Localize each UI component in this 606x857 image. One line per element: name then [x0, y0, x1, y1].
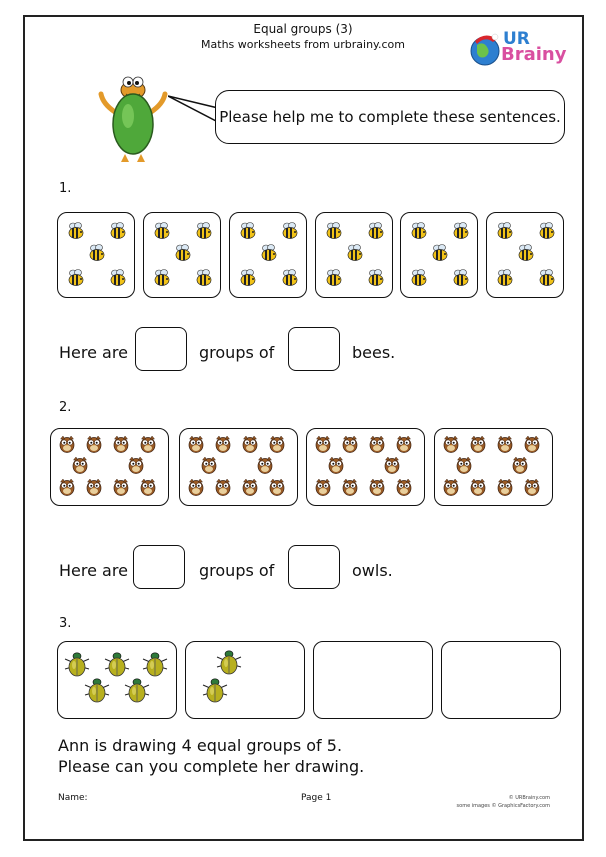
bee-icon [366, 268, 386, 288]
speech-bubble [215, 90, 565, 144]
owl-icon [469, 435, 487, 453]
owl-icon [314, 435, 332, 453]
owl-icon [187, 435, 205, 453]
owl-icon [241, 435, 259, 453]
bee-group-box [143, 212, 221, 298]
owl-icon [139, 478, 157, 496]
bee-icon [108, 221, 128, 241]
owl-icon [85, 478, 103, 496]
owl-icon [511, 456, 529, 474]
owl-icon [112, 478, 130, 496]
owl-icon [469, 478, 487, 496]
bee-icon [173, 243, 193, 263]
beetle-group-box [185, 641, 305, 719]
bee-icon [495, 221, 515, 241]
bee-icon [409, 221, 429, 241]
owl-icon [395, 435, 413, 453]
q1-text-groups-of: groups of [199, 343, 275, 362]
bee-group-box [229, 212, 307, 298]
owl-group-box [50, 428, 169, 506]
q2-text-here-are: Here are [59, 561, 128, 580]
owl-icon [268, 478, 286, 496]
bee-icon [238, 221, 258, 241]
bee-icon [152, 221, 172, 241]
owl-icon [496, 435, 514, 453]
owl-icon [139, 435, 157, 453]
copyright-text: © URBrainy.com [508, 795, 550, 801]
owl-group-box [306, 428, 425, 506]
q2-items-answer-box[interactable] [288, 545, 340, 589]
owl-icon [214, 478, 232, 496]
page-number: Page 1 [301, 793, 332, 803]
question-3-number: 3. [59, 616, 72, 631]
urbrainy-logo [465, 27, 567, 73]
bee-icon [495, 268, 515, 288]
owl-icon [368, 435, 386, 453]
owl-icon [85, 435, 103, 453]
bee-icon [194, 221, 214, 241]
owl-icon [383, 456, 401, 474]
owl-icon [523, 478, 541, 496]
page-title: Equal groups (3) [253, 22, 353, 36]
owl-icon [442, 435, 460, 453]
logo-text-top: UR [503, 29, 530, 49]
q1-text-here-are: Here are [59, 343, 128, 362]
q2-groups-answer-box[interactable] [133, 545, 185, 589]
bee-icon [537, 221, 557, 241]
owl-icon [341, 478, 359, 496]
owl-icon [496, 478, 514, 496]
q2-text-groups-of: groups of [199, 561, 275, 580]
bee-icon [280, 221, 300, 241]
speech-tail [168, 92, 220, 132]
bee-icon [87, 243, 107, 263]
owl-icon [241, 478, 259, 496]
bee-icon [345, 243, 365, 263]
turtle-mascot-icon [95, 72, 175, 167]
q3-instruction-line-2: Please can you complete her drawing. [58, 757, 365, 776]
owl-icon [368, 478, 386, 496]
beetle-icon [216, 648, 242, 676]
beetle-icon [64, 650, 90, 678]
q1-items-answer-box[interactable] [288, 327, 340, 371]
owl-icon [341, 435, 359, 453]
owl-icon [268, 435, 286, 453]
bee-icon [66, 268, 86, 288]
owl-icon [112, 435, 130, 453]
owl-icon [455, 456, 473, 474]
bee-icon [324, 268, 344, 288]
image-credit-text: some images © GraphicsFactory.com [456, 803, 550, 809]
bee-icon [324, 221, 344, 241]
owl-icon [187, 478, 205, 496]
q1-groups-answer-box[interactable] [135, 327, 187, 371]
beetle-icon [104, 650, 130, 678]
speech-text: Please help me to complete these sentences. [219, 108, 561, 126]
bee-icon [430, 243, 450, 263]
beetle-icon [142, 650, 168, 678]
bee-icon [66, 221, 86, 241]
owl-group-box [434, 428, 553, 506]
beetle-group-box [57, 641, 177, 719]
owl-icon [442, 478, 460, 496]
bee-icon [194, 268, 214, 288]
question-1-number: 1. [59, 181, 72, 196]
question-2-number: 2. [59, 400, 72, 415]
bee-icon [238, 268, 258, 288]
owl-icon [214, 435, 232, 453]
q1-text-bees: bees. [352, 343, 396, 362]
bee-icon [280, 268, 300, 288]
owl-icon [71, 456, 89, 474]
beetle-group-box [441, 641, 561, 719]
page-subtitle: Maths worksheets from urbrainy.com [201, 38, 405, 51]
beetle-icon [84, 676, 110, 704]
bee-icon [516, 243, 536, 263]
owl-icon [200, 456, 218, 474]
bee-icon [259, 243, 279, 263]
bee-icon [366, 221, 386, 241]
bee-icon [451, 268, 471, 288]
bee-icon [409, 268, 429, 288]
bee-icon [152, 268, 172, 288]
beetle-group-box [313, 641, 433, 719]
bee-group-box [57, 212, 135, 298]
bee-group-box [315, 212, 393, 298]
beetle-icon [202, 676, 228, 704]
bee-group-box [400, 212, 478, 298]
beetle-icon [124, 676, 150, 704]
bee-icon [108, 268, 128, 288]
owl-icon [58, 478, 76, 496]
owl-icon [256, 456, 274, 474]
owl-icon [127, 456, 145, 474]
bee-group-box [486, 212, 564, 298]
logo-text-bottom: Brainy [501, 44, 567, 65]
name-label: Name: [58, 793, 88, 803]
bee-icon [451, 221, 471, 241]
q3-instruction-line-1: Ann is drawing 4 equal groups of 5. [58, 736, 343, 755]
q2-text-owls: owls. [352, 561, 393, 580]
owl-icon [314, 478, 332, 496]
owl-icon [327, 456, 345, 474]
owl-icon [58, 435, 76, 453]
owl-icon [395, 478, 413, 496]
owl-group-box [179, 428, 298, 506]
bee-icon [537, 268, 557, 288]
owl-icon [523, 435, 541, 453]
